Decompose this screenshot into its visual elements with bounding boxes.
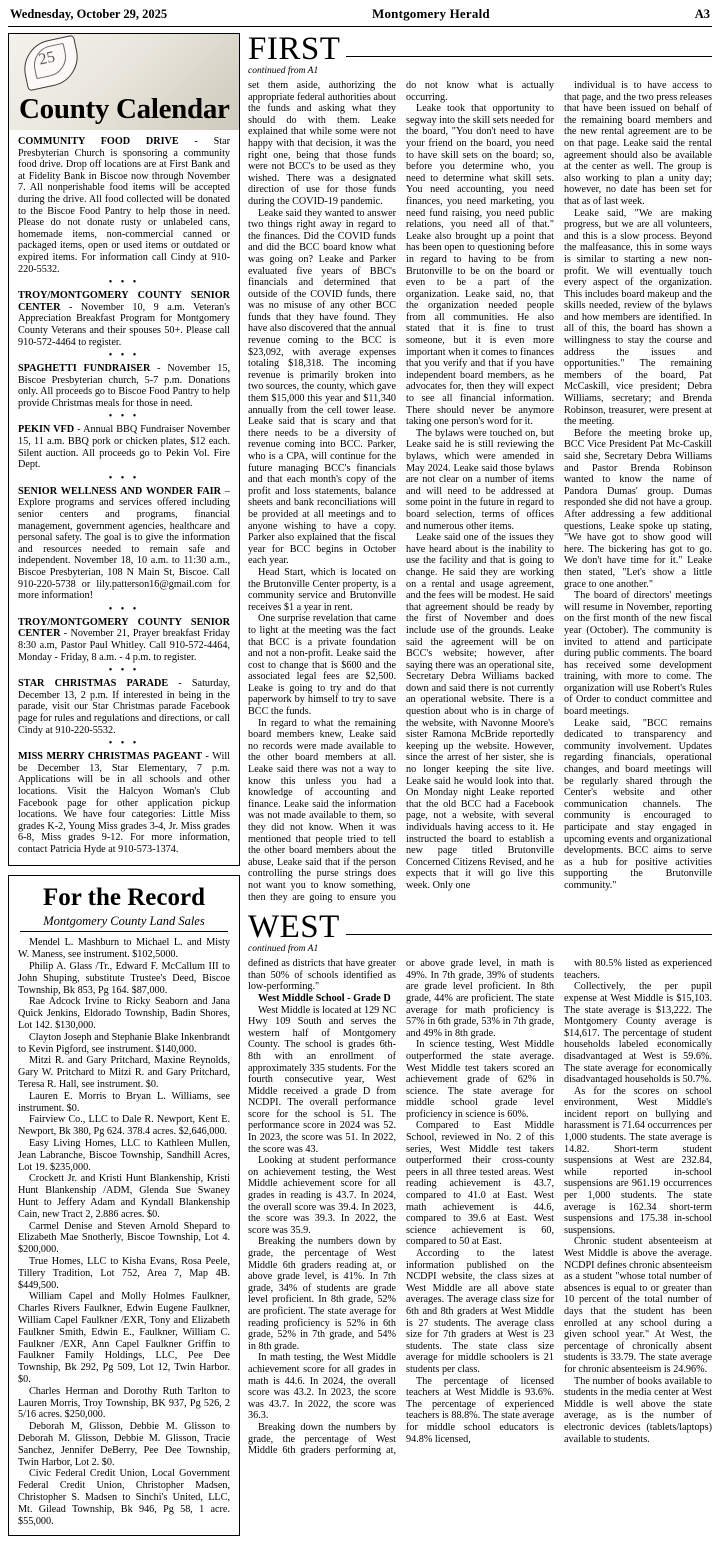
- county-calendar-box: [8, 33, 240, 866]
- record-item: Easy Living Homes, LLC to Kathleen Mullen, Jean Labranche, Biscoe Township, Sandhill Acres, Lot 19. $235,000.: [18, 1138, 230, 1173]
- page-layout: [8, 33, 712, 1536]
- article-paragraph: Leake said one of the issues they have heard about is the inability to use the facility and that is going to change. He said they are working on a rental and usage agreement, and the fees will be modest. He said that agreement should be ready by the first of November and does include use of the grounds. Leake said the agreement will be on BCC's website; however, after saying there was an operational site, Secretary Debra Williams backed down and said there is not currently an operational website. There is a question about who is in charge of the website, with Navonne Moore's sister Ramona McBride reportedly keeping up the website. However, since the arrest of her sister, she is no longer keeping the site live. Leake said he would look into that. On Monday night Leake reported that the old BCC had a Facebook page, not a website, with several individuals having access to it. He instructed the board to establish a new page titled Brutonville Concerned Citizens Revised, and he expects that it will go live this week. Only one: [406, 532, 554, 891]
- west-article: [248, 911, 712, 1457]
- record-item: Mitzi R. and Gary Pritchard, Maxine Reynolds, Gary W. Pritchard to Mitzi R. and Gary Pritchard, Teresa R. Hall, see instrument. $0.: [18, 1055, 230, 1091]
- article-paragraph: Collectively, the per pupil expense at West Middle is $15,103. The state average is $13,222. The Montgomery County average is $14,617. The percentage of student households labeled economically disadvantaged at West is 59.6%. The state average for economically disadvantaged households is 50.7%.: [564, 981, 712, 1086]
- first-article-body: [248, 80, 712, 903]
- first-article-header: [248, 33, 712, 66]
- first-article-title: FIRST: [248, 31, 341, 67]
- record-subtitle: Montgomery County Land Sales: [20, 914, 228, 932]
- calendar-entry: STAR CHRISTMAS PARADE - Saturday, December 13, 2 p.m. If interested in being in the parade, visit our Star Christmas parade Facebook page for rules and regulations and directions, or call Cindy at 910-220-5532.: [18, 678, 230, 736]
- calendar-day-number: 25: [37, 48, 57, 69]
- record-item: Fairview Co., LLC to Dale R. Newport, Kent E. Newport, Bk 380, Pg 624. 378.4 acres. $2,646,000.: [18, 1114, 230, 1138]
- entry-separator: • • •: [108, 665, 140, 677]
- first-article-continued-label: continued from A1: [248, 66, 319, 76]
- entry-separator: • • •: [108, 277, 140, 289]
- entry-separator: • • •: [108, 603, 140, 615]
- entry-separator: • • •: [108, 738, 140, 750]
- masthead: [8, 6, 712, 26]
- article-paragraph: Leake said, "We are making progress, but we are all volunteers, and this is a slow process. Beyond the malfeasance, this in some ways is similar to starting a new non-profit. We will eventually touch every aspect of the organization. This includes board makeup and the skills needed, review of the bylaws and how members are identified. In all of this, the board has shown a willingness to stay the course and address the issues and opportunities." The remaining members of the board, Pat McCaskill, vice president; Debra Williams, secretary; and Brenda Robinson, treasurer, were present at the meeting.: [564, 207, 712, 428]
- record-item: Rae Adcock Irvine to Ricky Seaborn and Jana Quick Jenkins, Eldorado Township, Badin Shores, Lot 142. $130,000.: [18, 996, 230, 1032]
- article-paragraph: with 80.5% listed as experienced teachers.: [564, 958, 712, 981]
- article-paragraph: West Middle is located at 129 NC Hwy 109 South and serves the western half of Montgomery County. The school is grades 6th-8th with an enrollment of approximately 335 students. For the fourth consecutive year, West Middle received a grade D from NCDPI. The overall performance score for the school is 51. The performance score in 2024 was 52. In 2023, the score was 51. In 2022, the score was 43.: [248, 1004, 396, 1155]
- article-paragraph: The number of books available to students in the media center at West Middle is well above the state average, as is the number of electronic devices (tablets/laptops) available to students.: [564, 1375, 712, 1445]
- article-paragraph: Leake said they wanted to answer two things right away in regard to the finances. Did the COVID funds and did the BCC board know what was going on? Leake and Parker evaluated five years of BBC's financials and determined that outside of the COVID funds, there was no misuse of any other BCC funds that they have found. They have also discovered that the annual revenue coming to the BCC is $23,092, with average expenses totaling $18,318. The incoming revenue is primarily broken into two sources, the county, which gave them $15,000 this year and $11,340 annually from the cell tower lease. Leake said that is scary and that there needs to be a diversity of revenue coming into BCC. Parker, who is a CPA, will continue for the future managing BCC's financials and that each month's copy of the profit and loss statements, balance sheets and bank reconciliations will be provided at all meetings and to anyone wishing to have a copy. Parker also explained that the fiscal year for BCC begins in October each year.: [248, 207, 396, 567]
- record-item: True Homes, LLC to Kisha Evans, Rosa Peele, Tillery Tradition, Lot 752, Area 7, Map 4B. $449,500.: [18, 1255, 230, 1291]
- masthead-paper-name: Montgomery Herald: [371, 6, 490, 21]
- for-the-record-box: [8, 875, 240, 1536]
- article-paragraph: individual is to have access to that page, and the two press releases that have been issued on behalf of the remaining board members and the new rental agreement are to be on that page. Leake said the rental agreement should also be available at the center as well. The group is also working to plan a unity day; however, no date has been set for that as of last week.: [564, 80, 712, 207]
- entry-separator: • • •: [108, 472, 140, 484]
- article-paragraph: In regard to what the remaining board members knew, Leake said no records were made available to the other board members at all. Leake said there was not a way to know this unless you had a knowledge of accounting and finance. Leake said the information was not made available to them, so they did not know. When it was mentioned that people tried to tell the other board members about the abuse, Leake said that if the person controlling the purse strings does not want you to know something, then they are going to ensure you do not know what is actually occurring.: [248, 80, 554, 903]
- west-article-title: WEST: [248, 909, 340, 946]
- article-paragraph: Breaking the numbers down by grade, the percentage of West Middle 6th graders reading at, or above grade level, is 41%. In 7th grade, 34% of students are grade level proficient. In 8th grade, 52% are proficient. The state average for reading proficiency is 52% in 6th grade, 52% in 7th grade, and 54% in 8th grade.: [248, 1236, 396, 1352]
- west-article-header: [248, 911, 712, 944]
- calendar-entry: SPAGHETTI FUNDRAISER - November 15, Biscoe Presbyterian church, 5-7 p.m. Donations only. All proceeds go to Biscoe Food Pantry to help provide Christmas meals for those in need.: [18, 363, 230, 409]
- west-subhead: West Middle School - Grade D: [258, 992, 391, 1004]
- record-item: Crockett Jr. and Kristi Hunt Blankenship, Kristi Hunt Blankenship /ADM, Glenda Sue Swaney Hunt to Jeffery Adam and Kyndall Blankenship Cain, new Tract 2, 2.886 acres. $0.: [18, 1173, 230, 1220]
- record-item: Carmel Denise and Steven Arnold Shepard to Elizabeth Mae Snotherly, Biscoe Township, Lot 4. $200,000.: [18, 1220, 230, 1256]
- article-paragraph: Looking at student performance on achievement testing, the West Middle achievement score for all grades in reading is 43.7. In 2024, the overall score was 39.4. In 2023, the score was 39.3. In 2022, the score was 35.9.: [248, 1155, 396, 1236]
- west-article-continued-label: continued from A1: [248, 944, 319, 955]
- west-article-body: [248, 958, 712, 1457]
- calendar-header: [9, 34, 239, 130]
- masthead-page-number: A3: [694, 7, 710, 21]
- calendar-title: County Calendar: [19, 93, 230, 125]
- calendar-entry: PEKIN VFD - Annual BBQ Fundraiser November 15, 11 a.m. BBQ pork or chicken plates, $12 each. Silent auction. All proceeds go to Pekin Vol. Fire Dept.: [18, 424, 230, 471]
- calendar-entry: MISS MERRY CHRISTMAS PAGEANT - Will be December 13, Star Elementary, 7 p.m. Applications will be in all schools and other locations. Visit the Halcyon Woman's Club Facebook page for other application pickup locations. We have four categories: Little Miss grades K-2, Young Miss grades 3-4, Jr. Miss grades 6-8, Miss grades 9-12. For more information, contact Patricia Hyde at 910-573-1374.: [18, 751, 230, 855]
- article-paragraph: defined as districts that have greater than 50% of schools identified as low-performing.": [248, 958, 396, 993]
- record-item: Charles Herman and Dorothy Ruth Tarlton to Lauren Morris, Troy Township, BK 937, Pg 526, 2 5/16 acres. $250,000.: [18, 1385, 230, 1421]
- article-paragraph: According to the latest information published on the NCDPI website, the class sizes at West Middle are all above state averages. The average class size for 6th and 8th graders at West Middle is 27 students. The average class size for 7th graders at West is 23 students. The state class size average for middle schoolers is 21 students per class.: [406, 1248, 554, 1375]
- masthead-date: Wednesday, October 29, 2025: [10, 7, 168, 21]
- article-paragraph: Chronic student absenteeism at West Middle is above the average. NCDPI defines chronic absenteeism as a student "whose total number of absences is equal to or greater than 10 percent of the total number of days that the student has been enrolled at any school during a given school year." At West, the percentage of chronically absent students is 33.79. The state average for chronic absenteeism is 24.96%.: [564, 1236, 712, 1375]
- record-item: Lauren E. Morris to Bryan L. Williams, see instrument. $0.: [18, 1090, 230, 1114]
- calendar-entry: TROY/MONTGOMERY COUNTY SENIOR CENTER - November 10, 9 a.m. Veteran's Appreciation Breakfast Program for Montgomery County Veterans and their spouses 50+. Please call 910-572-4464 to register.: [18, 290, 230, 348]
- article-paragraph: The percentage of licensed teachers at West Middle is 93.6%. The percentage of experienced teachers is 88.8%. The state average for middle school educators is 94.8% licensed,: [406, 1375, 554, 1445]
- record-item: Clayton Joseph and Stephanie Blake Inkenbrandt to Kevin Pigford, see instrument. $140,000.: [18, 1031, 230, 1055]
- article-paragraph: Head Start, which is located on the Brutonville Center property, is a community service and Brutonville receives $1 a year in rent.: [248, 566, 396, 613]
- article-paragraph: Breaking down the numbers by grade, the percentage of West Middle 6th graders performing at, or above grade level, in math is 49%. In 7th grade, 39% of students are grade level proficient. In 8th grade, 44% are proficient. The state average for math proficiency is 57% in 6th grade, 53% in 7th grade, and 49% in 8th grade.: [248, 958, 554, 1457]
- article-paragraph: One surprise revelation that came to light at the meeting was the fact that BCC is a private foundation and not a non-profit. Leake said the cost to change that is $600 and the associated legal fees are $2,500. Leake is going to try and do that paperwork by himself to try to save BCC the funds.: [248, 613, 396, 718]
- entry-separator: • • •: [108, 411, 140, 423]
- left-column: [8, 33, 240, 1536]
- right-column: [248, 33, 712, 1457]
- record-item: Deborah M, Glisson, Debbie M. Glisson to Deborah M. Glisson, Debbie M. Glisson, Tracie Sanchez, Jennifer DeBerry, Pee Dee Township, Twin Harbor, Lot 2. $0.: [18, 1421, 230, 1468]
- article-paragraph: Compared to East Middle School, reviewed in No. 2 of this series, West Middle test takers outperformed their cross-county peers in all three tested areas. West reading achievement is 43.7, compared to 41.0 at East. West math achievement is 44.6, compared to 39.6 at East. West science achievement is 60, compared to 50 at East.: [406, 1120, 554, 1248]
- article-paragraph: Before the meeting broke up, BCC Vice President Pat Mc-Caskill said she, Secretary Debra Williams and Pastor Brenda Robinson wanted to know the name of Pandora Dumas' group. Dumas responded she did not have a group. After addressing a few additional questions, Leake spoke up stating, "We have got to show good will here. The bickering has got to go. We don't have time for it." Leake then stated, "Let's show a little grace to one another.": [564, 427, 712, 590]
- article-paragraph: The board of directors' meetings will resume in November, reporting on the first month of the new fiscal year (October). The community is invited to attend and participate during public comments. The board has received some development training, with more to come. The organization will use Robert's Rules of Order to conduct committee and board meetings.: [564, 590, 712, 718]
- article-paragraph: Leake said, "BCC remains dedicated to transparency and community involvement. Updates regarding financials, operational changes, and board meetings will be regularly shared through the Center's website and other communication channels. The community is encouraged to participate and stay engaged in upcoming events and organizational developments. BCC aims to serve as a hub for positive activities supporting the Brutonville community.": [564, 717, 712, 891]
- record-item: Civic Federal Credit Union, Local Government Federal Credit Union, Christopher Madsen, Christopher S. Madsen to Sinchi's United, LLC, Mt. Gilead Township, Bk 946, Pg 58, 1 acre. $55,000.: [18, 1468, 230, 1527]
- calendar-entries: [9, 130, 239, 855]
- calendar-entry: COMMUNITY FOOD DRIVE - Star Presbyterian Church is sponsoring a community food drive. Drop off locations are at First Bank and at Fidelity Bank in Biscoe now through November 7. All nonperishable food items will be accepted during the drive. All food collected will be donated to the Biscoe Food Pantry to help those in need. Please do not donate rusty or unlabeled cans, homemade items, non-commercial canned or packaged items, open or used items or outdated or expired items. For information call Cindy at 910-220-5532.: [18, 136, 230, 275]
- article-paragraph: The bylaws were touched on, but Leake said he is still reviewing the bylaws, which were amended in May 2024. Leake said those bylaws are not clear on a number of items and will need to be addressed at some point in the future in regard to board selection, terms of offices and numerous other items.: [406, 427, 554, 532]
- article-paragraph: In math testing, the West Middle achievement score for all grades in math is 44.6. In 2024, the overall score was 43.2. In 2023, the score was 43.7. In 2022, the score was 36.3.: [248, 1352, 396, 1422]
- title-rule: [346, 56, 712, 57]
- entry-separator: • • •: [108, 350, 140, 362]
- article-paragraph: In science testing, West Middle outperformed the state average. West Middle test takers scored an achievement grade of 62% in science. The state average for middle school grade level proficiency in science is 60%.: [406, 1039, 554, 1120]
- title-rule: [346, 934, 712, 935]
- article-paragraph: As for the scores on school environment, West Middle's incident report on bullying and harassment is 71.64 occurrences per 1,000 students. The state average is 14.82. Short-term student suspensions at West are 232.84, while reported in-school suspensions are 961.19 occurrences per 1,000 students. The state average is 162.34 short-term suspensions and 175.38 in-school suspensions.: [564, 1085, 712, 1236]
- article-paragraph: set them aside, authorizing the appropriate federal authorities about the funds and asking what they should do with them. Leake explained that while some were not happy with that decision, it was the right one, being that those funds were not BCC's to be used as they wished. There was a designated direction of use for those funds during the COVID-19 pandemic.: [248, 80, 396, 207]
- calendar-entry: SENIOR WELLNESS AND WONDER FAIR – Explore programs and services offered including senior centers and programs, financial management, government agencies, healthcare and personal safety. The goal is to give the information and resources needed to remain safe and independent. November 18, 10 a.m. to 11:30 a.m., Biscoe Presbyterian, 108 N Main St, Biscoe. Call 910-220-5738 or lily.patterson16@gmail.com for more information!: [18, 485, 230, 602]
- article-paragraph: Leake took that opportunity to segway into the skill sets needed for the board, "You don't need to have your friend on the board, you need to have skill sets on the board; so, before you determine who, you need to determine what skill sets. You need accounting, you need finances, you need marketing, you need fund raising, you need public relations, you need all of that." Leake also brought up a point that has been open to questioning before in regard to having to be from Brutonville to be on the board or even to be a part of the organization. Leake said, no, that the organization needed people from all communities. He also stated that it is fine to trust someone, but it is even more important when it comes to finances that you verify and that if you have independent board members, as he advocates for, then they will expect to see all financial information. There should never be anymore taking one person's word for it.: [406, 103, 554, 428]
- record-item: Mendel L. Mashburn to Michael L. and Misty W. Maness, see instrument. $102,5000.: [18, 937, 230, 961]
- masthead-divider: [8, 26, 712, 27]
- record-title: For the Record: [43, 884, 205, 912]
- record-item: William Capel and Molly Holmes Faulkner, Charles Rivers Faulkner, Edwin Eugene Faulkner, William Capel Faulkner /EXR, Tony and Elizabeth Faulkner Smith, Edwin E., Faulkner, William C. Faulkner /EXR, Ann Capel Faulkner Griffin to Faulkner Family Holdings, LLC, Pee Dee Township, Bk 292, Pg 509, Lot 12, Twin Harbor. $0.: [18, 1291, 230, 1385]
- calendar-entry: TROY/MONTGOMERY COUNTY SENIOR CENTER - November 21, Prayer breakfast Friday 8:30 a.m, Pastor Paul Whitley. Call 910-572-4464, Monday - Friday, 8 a.m. - 4 p.m. to register.: [18, 616, 230, 663]
- record-item: Philip A. Glass /Tr., Edward F. McCallum III to John Shuping, substitute Trustee's Deed, Biscoe Township, Bk 853, Pg 164. $87,000.: [18, 961, 230, 996]
